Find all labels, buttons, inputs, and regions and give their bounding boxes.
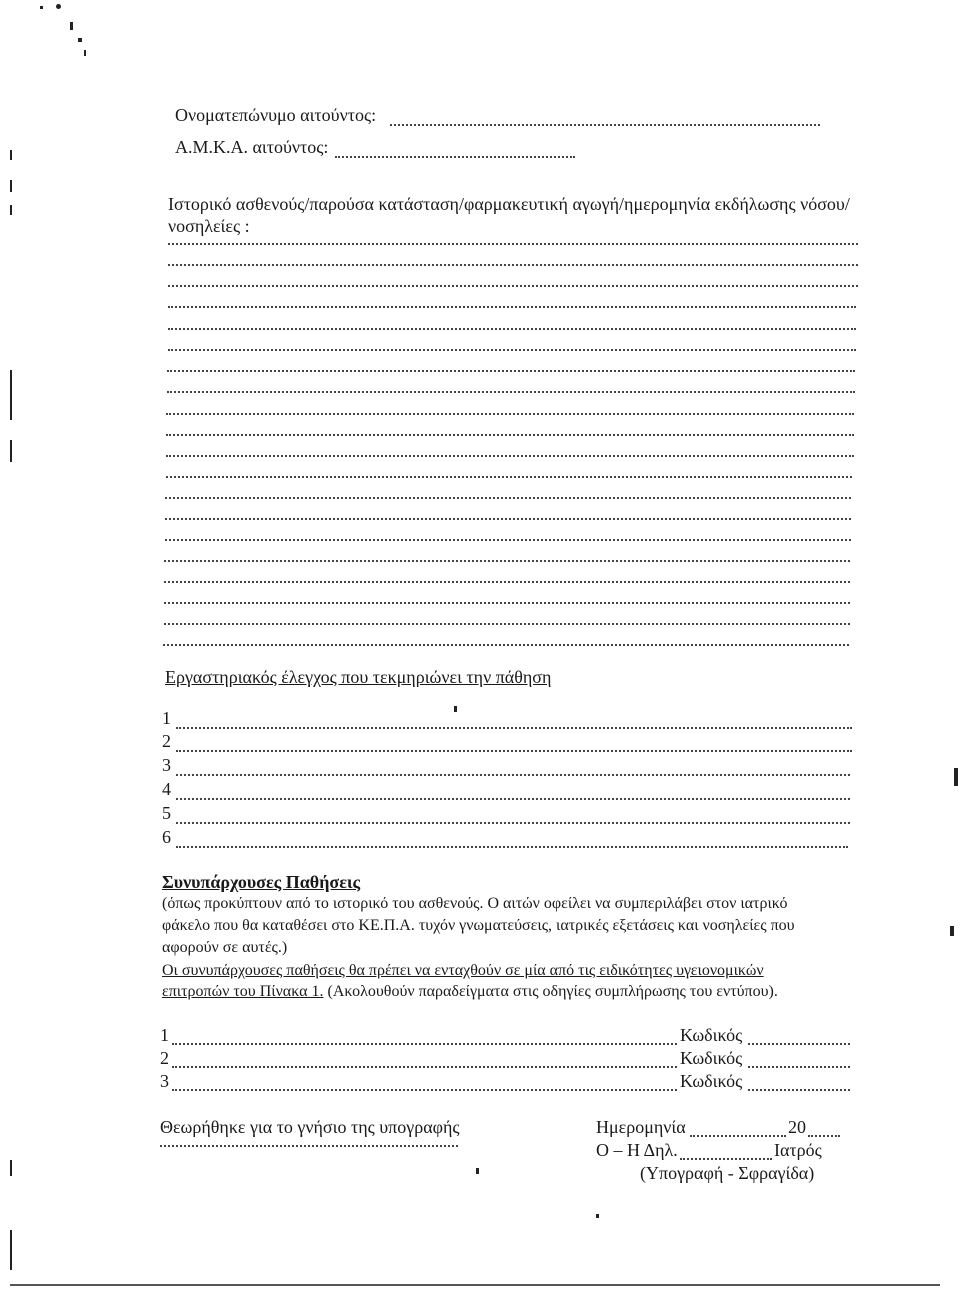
comorbid-desc-line2: φάκελο που θα καταθέσει στο ΚΕ.Π.Α. τυχόν γνωματεύσεις, ιατρικές εξετάσεις και νοσηλείες που [162, 917, 795, 934]
lab-item-number: 5 [162, 803, 171, 823]
comorbid-item-number: 2 [160, 1048, 169, 1068]
scan-speck [476, 1168, 479, 1174]
history-label-line2: νοσηλείες : [168, 216, 250, 236]
signature-authentication-field[interactable] [160, 1145, 458, 1147]
history-line[interactable] [165, 497, 851, 499]
comorbid-item-field[interactable] [172, 1089, 677, 1091]
lab-item-field[interactable] [176, 822, 850, 824]
history-line[interactable] [166, 476, 852, 478]
history-line[interactable] [167, 391, 855, 393]
date-label: Ημερομηνία [596, 1117, 686, 1137]
signature-authentication-label: Θεωρήθηκε για το γνήσιο της υπογραφής [160, 1117, 460, 1137]
history-line[interactable] [164, 560, 850, 562]
history-line[interactable] [166, 434, 854, 436]
scan-speck [10, 150, 12, 160]
date-year-prefix: 20 [788, 1117, 806, 1137]
scan-speck [454, 706, 457, 712]
history-line[interactable] [165, 518, 851, 520]
comorbid-note-line2 [162, 983, 778, 1001]
scan-speck [10, 1230, 12, 1270]
history-line[interactable] [168, 243, 858, 245]
lab-item-number: 2 [162, 731, 171, 751]
scan-speck [950, 926, 954, 936]
lab-item-number: 4 [162, 779, 171, 799]
committee-table-reference: επιτροπών του Πίνακα 1. [162, 983, 324, 1000]
history-label-line1: Ιστορικό ασθενούς/παρούσα κατάσταση/φαρμακευτική αγωγή/ημερομηνία εκδήλωσης νόσου/ [168, 194, 850, 214]
doctor-suffix: Ιατρός [774, 1140, 822, 1160]
lab-item-number: 6 [162, 827, 171, 847]
code-field[interactable] [748, 1066, 850, 1068]
scan-speck [10, 1160, 12, 1176]
scan-speck [10, 440, 12, 462]
history-line[interactable] [164, 581, 850, 583]
doctor-prefix: Ο – Η Δηλ. [596, 1140, 678, 1160]
scan-speck [78, 38, 82, 42]
lab-item-field[interactable] [176, 774, 850, 776]
history-line[interactable] [167, 370, 855, 372]
lab-item-number: 1 [162, 708, 171, 728]
scan-speck [84, 50, 86, 56]
history-line[interactable] [168, 306, 856, 308]
lab-item-field[interactable] [176, 846, 848, 848]
scan-speck [596, 1214, 599, 1218]
lab-item-field[interactable] [176, 727, 852, 729]
history-line[interactable] [163, 644, 849, 646]
comorbid-desc-line1: (όπως προκύπτουν από το ιστορικό του ασθενούς. Ο αιτών οφείλει να συμπεριλάβει στον ιατρικό [162, 895, 788, 912]
history-line[interactable] [166, 413, 854, 415]
code-field[interactable] [748, 1089, 850, 1091]
lab-section-title: Εργαστηριακός έλεγχος που τεκμηριώνει την πάθηση [165, 667, 552, 687]
applicant-name-field[interactable] [390, 124, 820, 126]
history-line[interactable] [168, 328, 856, 330]
scan-speck [10, 370, 12, 420]
date-field[interactable] [690, 1135, 786, 1137]
history-line[interactable] [165, 539, 851, 541]
applicant-name-label: Ονοματεπώνυμο αιτούντος: [175, 105, 377, 125]
history-line[interactable] [164, 623, 850, 625]
comorbid-item-number: 3 [160, 1071, 169, 1091]
doctor-name-field[interactable] [680, 1158, 772, 1160]
comorbid-note-line1: Οι συνυπάρχουσες παθήσεις θα πρέπει να ενταχθούν σε μία από τις ειδικότητες υγειονομικών [162, 962, 764, 979]
history-line[interactable] [164, 602, 850, 604]
code-field[interactable] [748, 1043, 850, 1045]
signature-stamp-label: (Υπογραφή - Σφραγίδα) [640, 1163, 815, 1183]
scan-speck [10, 180, 12, 192]
lab-item-field[interactable] [176, 750, 852, 752]
scan-speck [10, 205, 12, 215]
amka-field[interactable] [335, 156, 575, 158]
history-line[interactable] [168, 349, 856, 351]
lab-item-field[interactable] [176, 798, 850, 800]
lab-item-number: 3 [162, 755, 171, 775]
code-label: Κωδικός [680, 1048, 743, 1068]
comorbid-item-field[interactable] [172, 1043, 677, 1045]
scan-bottom-edge [10, 1284, 940, 1286]
comorbid-item-field[interactable] [172, 1066, 677, 1068]
comorbid-desc-line3: αφορούν σε αυτές.) [162, 939, 288, 956]
code-label: Κωδικός [680, 1071, 743, 1091]
code-label: Κωδικός [680, 1025, 743, 1045]
date-year-field[interactable] [808, 1135, 840, 1137]
comorbid-section-title: Συνυπάρχουσες Παθήσεις [162, 872, 361, 892]
amka-label: Α.Μ.Κ.Α. αιτούντος: [175, 137, 329, 157]
scan-speck [40, 6, 43, 9]
scan-speck [70, 22, 73, 30]
scan-speck [56, 4, 61, 9]
scan-speck [954, 768, 958, 786]
history-line[interactable] [168, 285, 858, 287]
history-line[interactable] [166, 455, 854, 457]
history-line[interactable] [168, 264, 858, 266]
comorbid-item-number: 1 [160, 1025, 169, 1045]
comorbid-note-rest: (Ακολουθούν παραδείγματα στις οδηγίες συμπλήρωσης του εντύπου). [323, 983, 778, 1000]
